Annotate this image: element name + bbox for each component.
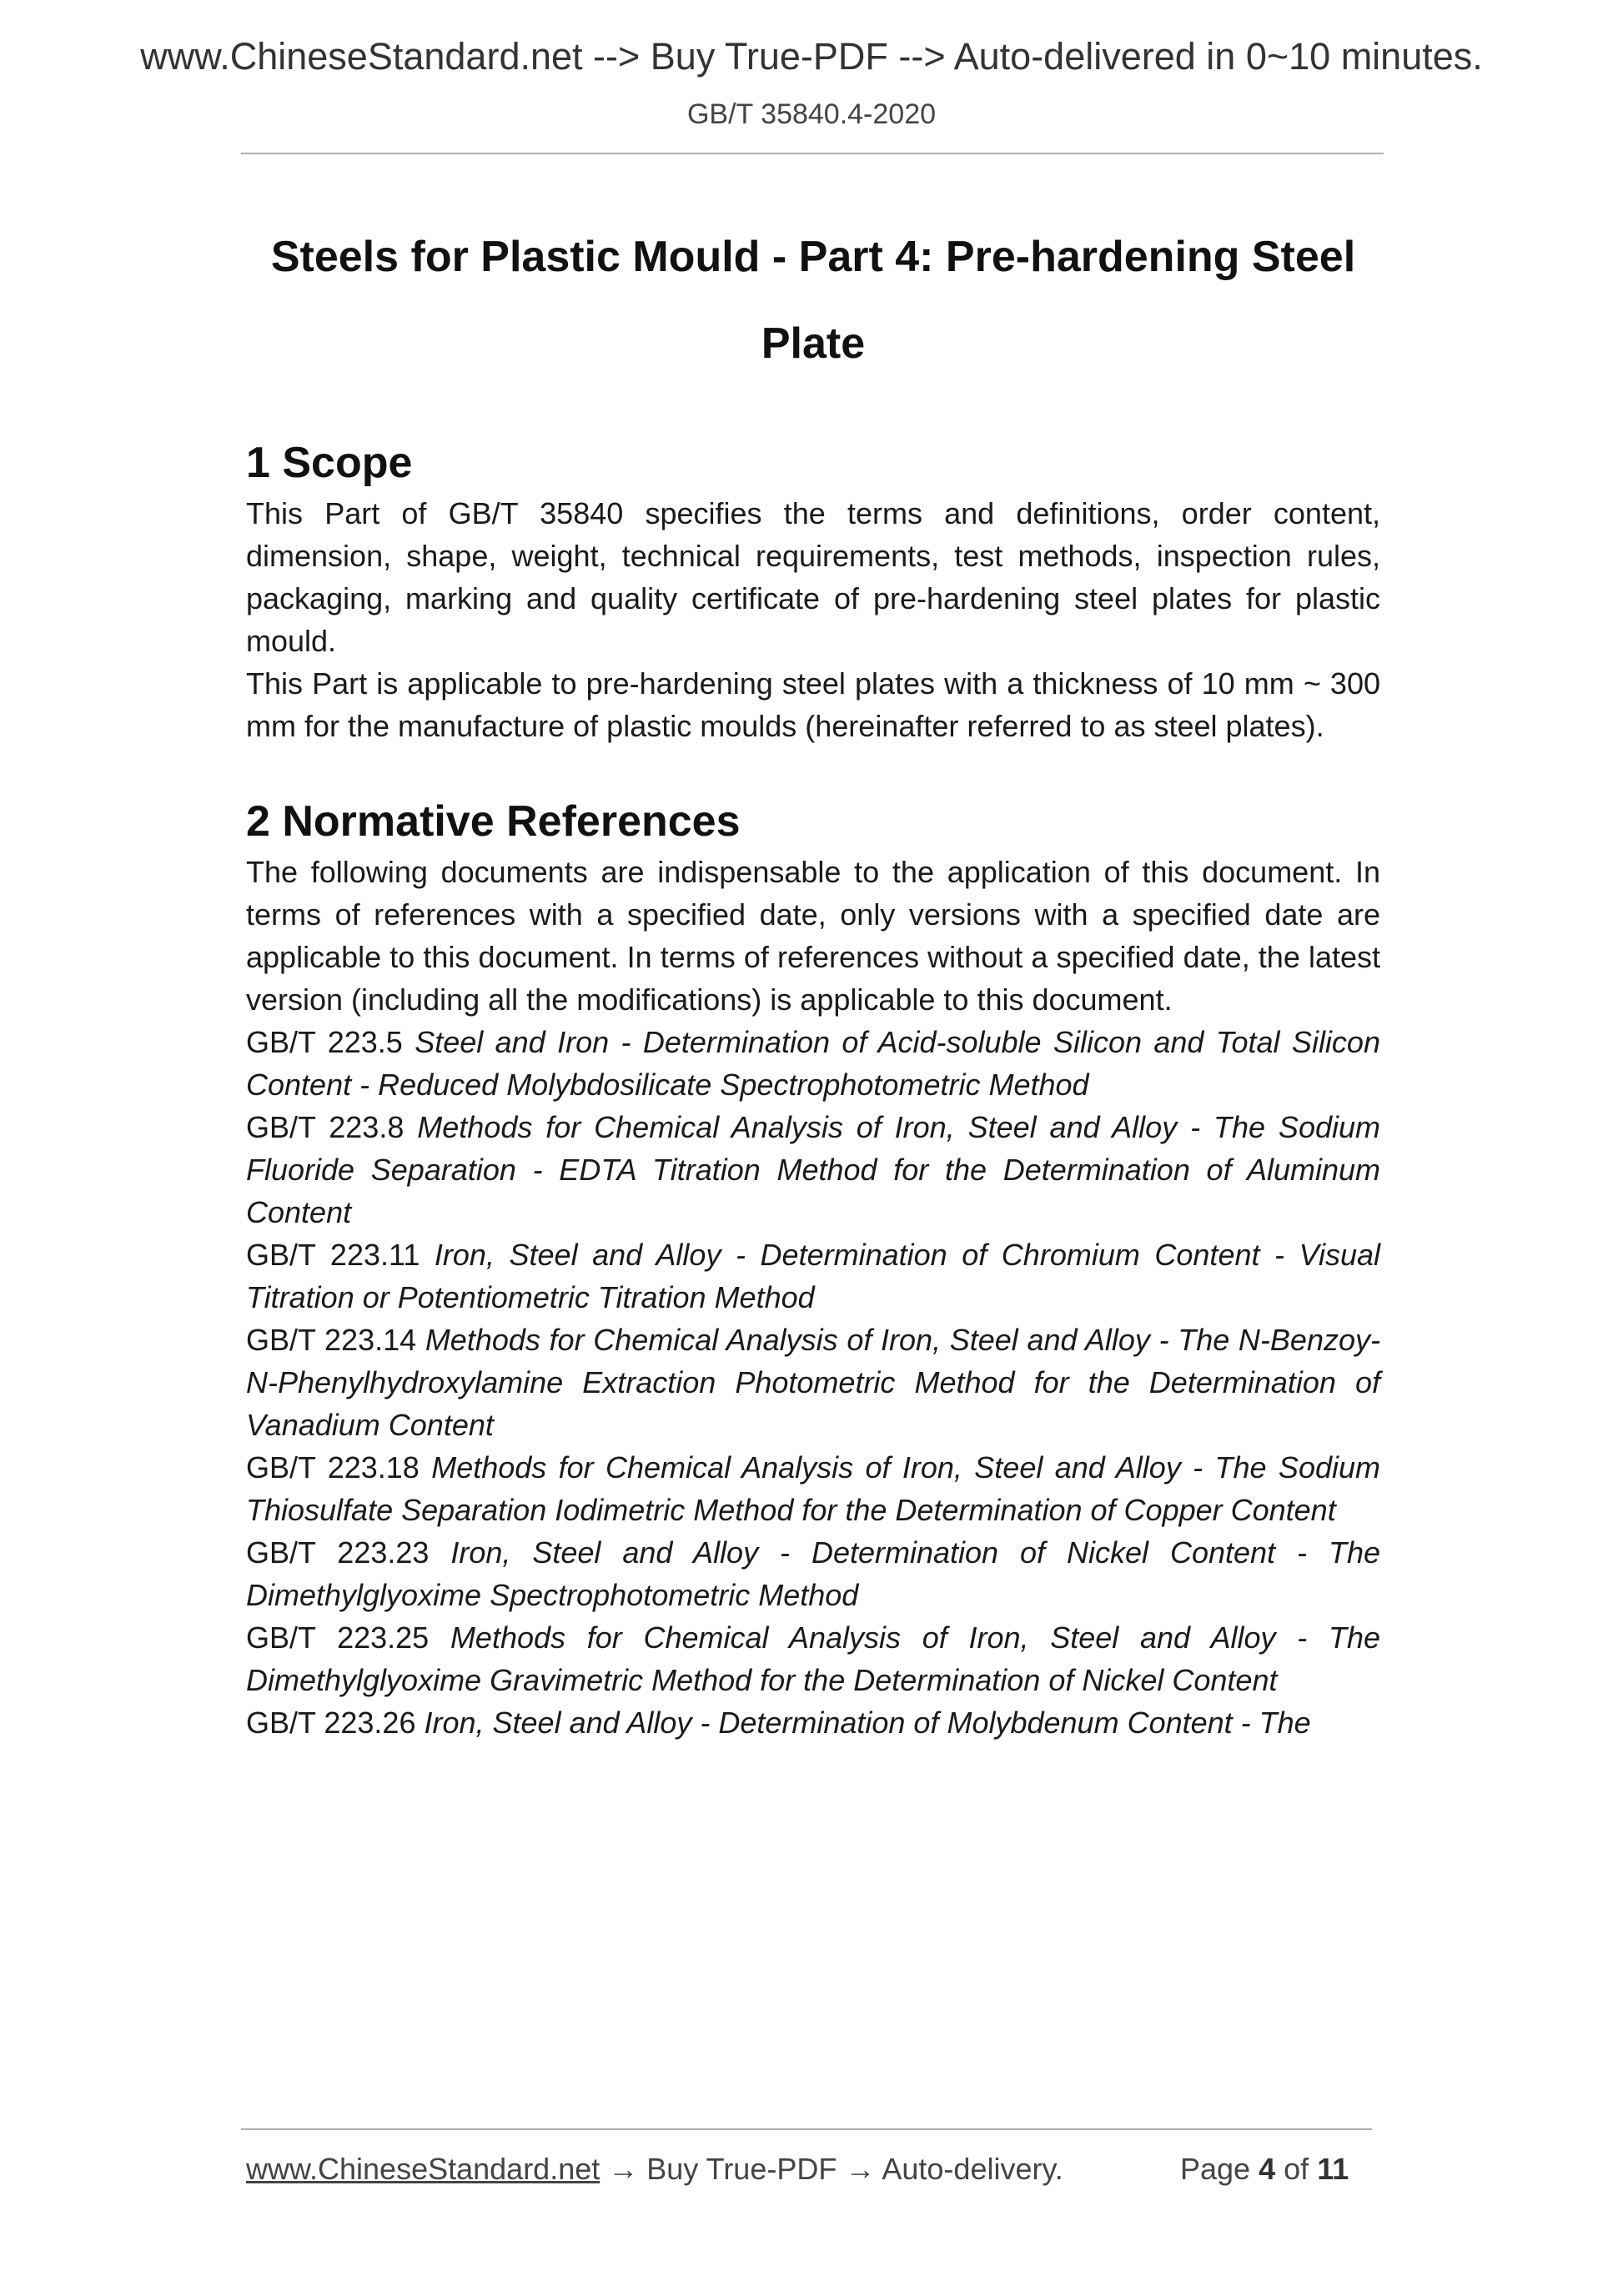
reference-item — [246, 1701, 1380, 1744]
reference-title: Steel and Iron - Determination of Acid-soluble Silicon and Total Silicon Content - Reduced Molybdosilicate Spectrophotometric Method — [246, 1025, 1380, 1102]
footer-auto-text: Auto-delivery. — [882, 2152, 1063, 2186]
reference-item — [246, 1021, 1380, 1106]
reference-code: GB/T 223.14 — [246, 1323, 417, 1357]
reference-title: Methods for Chemical Analysis of Iron, Steel and Alloy - The N-Benzoy-N-Phenylhydroxylamine Extraction Photometric Method for the Determination of Vanadium Content — [246, 1323, 1380, 1442]
page-indicator — [1180, 2152, 1349, 2187]
footer-promo — [246, 2152, 1063, 2187]
reference-item — [246, 1616, 1380, 1701]
reference-title: Methods for Chemical Analysis of Iron, Steel and Alloy - The Dimethylglyoxime Gravimetric Method for the Determination of Nickel Content — [246, 1620, 1380, 1697]
reference-item — [246, 1531, 1380, 1616]
standard-number: GB/T 35840.4-2020 — [686, 98, 937, 130]
document-title: Steels for Plastic Mould - Part 4: Pre-hardening Steel Plate — [270, 233, 1356, 368]
reference-code: GB/T 223.11 — [246, 1238, 420, 1272]
footer-buy-text: Buy True-PDF — [646, 2152, 837, 2186]
scope-paragraph: This Part of GB/T 35840 specifies the terms and definitions, order content, dimension, shape, weight, technical requirements, test methods, inspection rules, packaging, marking and quality certificate of pre-hardening steel plates for plastic mould. — [246, 496, 1380, 658]
section-heading-scope: 1 Scope — [246, 439, 413, 487]
page-of-label: of — [1284, 2152, 1309, 2186]
reference-code: GB/T 223.5 — [246, 1025, 403, 1059]
header-banner: www.ChineseStandard.net --> Buy True-PDF --> Auto-delivered in 0~10 minutes. — [140, 35, 1483, 78]
reference-title: Methods for Chemical Analysis of Iron, Steel and Alloy - The Sodium Thiosulfate Separation Iodimetric Method for the Determination of Copper Content — [246, 1450, 1380, 1527]
arrow-right-icon: → — [608, 2152, 639, 2186]
page-label: Page — [1180, 2152, 1251, 2186]
reference-item — [246, 1319, 1380, 1446]
references-intro-paragraph: The following documents are indispensable to the application of this document. In terms of references with a specified date, only versions with a specified date are applicable to this document. In terms of references without a specified date, the latest version (including all the modifications) is applicable to this document. — [246, 855, 1380, 1017]
scope-paragraph: This Part is applicable to pre-hardening steel plates with a thickness of 10 mm ~ 300 mm for the manufacture of plastic moulds (hereinafter referred to as steel plates). — [246, 666, 1380, 743]
footer-divider — [241, 2128, 1372, 2130]
reference-title: Methods for Chemical Analysis of Iron, Steel and Alloy - The Sodium Fluoride Separation - EDTA Titration Method for the Determination of Aluminum Content — [246, 1110, 1380, 1229]
reference-item — [246, 1233, 1380, 1319]
reference-code: GB/T 223.26 — [246, 1706, 416, 1740]
page-current: 4 — [1259, 2152, 1276, 2186]
reference-title: Iron, Steel and Alloy - Determination of Molybdenum Content - The — [424, 1706, 1311, 1740]
section-heading-normative-references: 2 Normative References — [246, 797, 741, 846]
reference-code: GB/T 223.23 — [246, 1535, 430, 1570]
reference-code: GB/T 223.18 — [246, 1450, 420, 1485]
page-total: 11 — [1317, 2152, 1349, 2186]
reference-title: Iron, Steel and Alloy - Determination of Nickel Content - The Dimethylglyoxime Spectrophotometric Method — [246, 1535, 1380, 1612]
header-divider — [241, 153, 1384, 154]
reference-item — [246, 1446, 1380, 1531]
reference-item — [246, 1106, 1380, 1233]
reference-code: GB/T 223.8 — [246, 1110, 404, 1144]
reference-code: GB/T 223.25 — [246, 1620, 430, 1655]
footer-site-link[interactable]: www.ChineseStandard.net — [246, 2152, 600, 2186]
arrow-right-icon: → — [845, 2152, 876, 2186]
reference-title: Iron, Steel and Alloy - Determination of Chromium Content - Visual Titration or Potentiometric Titration Method — [246, 1238, 1380, 1314]
document-body — [246, 214, 1380, 1744]
